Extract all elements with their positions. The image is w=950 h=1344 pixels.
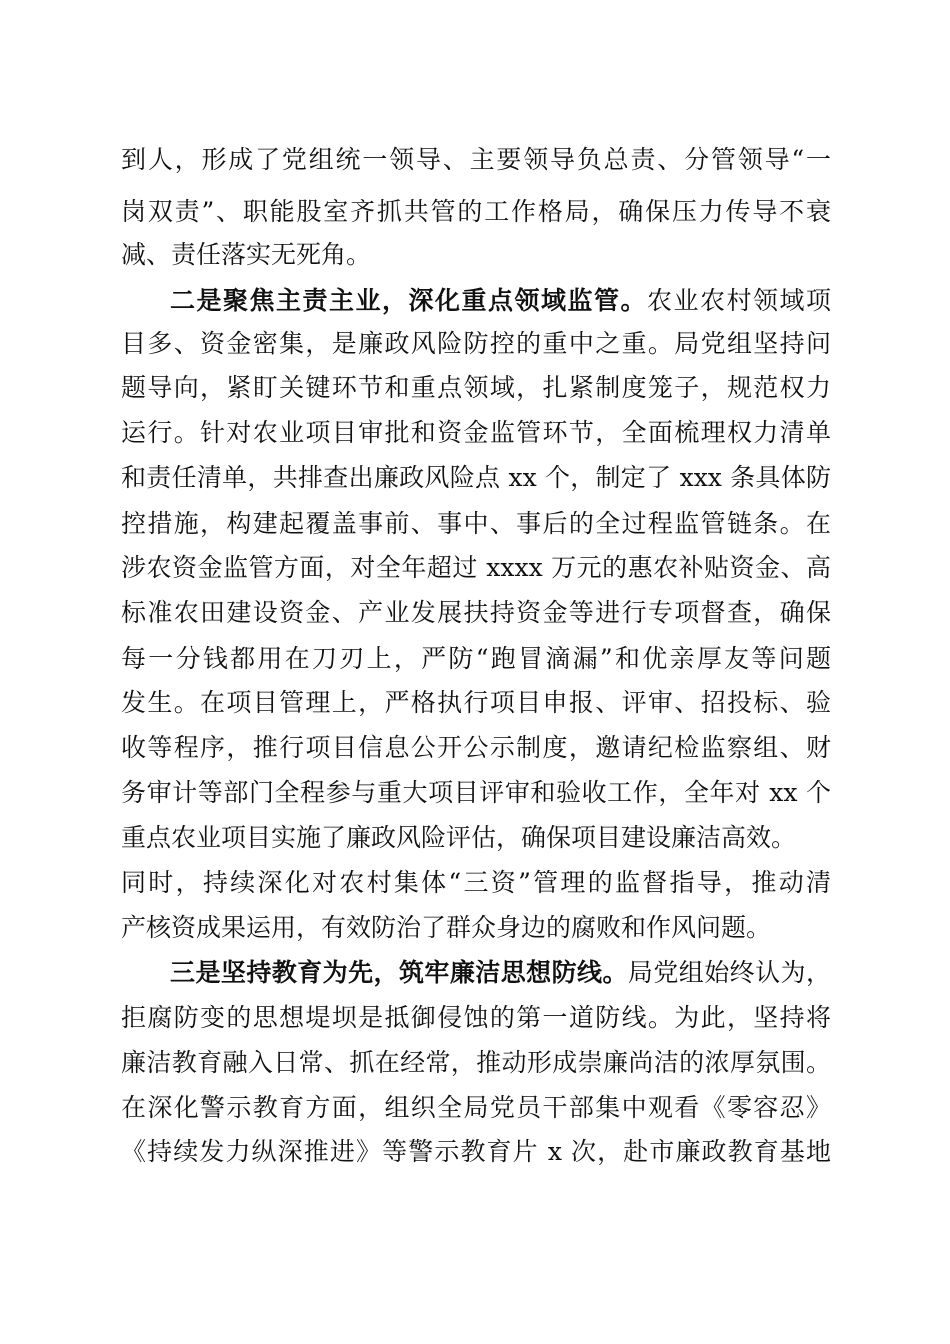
paragraph-heading: 二是聚焦主责主业，深化重点领域监管。 xyxy=(170,286,647,315)
text-line: 到人，形成了党组统一领导、主要领导负总责、分管领导“一 xyxy=(121,145,831,174)
text-line: 运行。针对农业项目审批和资金监管环节，全面梳理权力清单 xyxy=(121,418,831,447)
text-line: 题导向，紧盯关键环节和重点领域，扎紧制度笼子，规范权力 xyxy=(121,373,831,402)
paragraph-heading: 三是坚持教育为先，筑牢廉洁思想防线。 xyxy=(170,958,628,987)
paragraph-3-first-line xyxy=(170,960,831,985)
text-line: 产核资成果运用，有效防治了群众身边的腐败和作风问题。 xyxy=(121,913,772,942)
paragraph-2-first-line xyxy=(170,288,831,313)
text-line: 重点农业项目实施了廉政风险评估，确保项目建设廉洁高效。 xyxy=(121,823,797,852)
text-line: 《持续发力纵深推进》等警示教育片 x 次，赴市廉政教育基地 xyxy=(121,1137,831,1166)
text-line: 目多、资金密集，是廉政风险防控的重中之重。局党组坚持问 xyxy=(121,329,831,358)
text-line: 和责任清单，共排查出廉政风险点 xx 个，制定了 xxx 条具体防 xyxy=(121,463,831,492)
text-line: 涉农资金监管方面，对全年超过 xxxx 万元的惠农补贴资金、高 xyxy=(121,553,831,582)
text-line: 在深化警示教育方面，组织全局党员干部集中观看《零容忍》 xyxy=(121,1093,831,1122)
text-line: 每一分钱都用在刀刃上，严防“跑冒滴漏”和优亲厚友等问题 xyxy=(121,644,831,673)
text-line: 拒腐防变的思想堤坝是抵御侵蚀的第一道防线。为此，坚持将 xyxy=(121,1003,831,1032)
text-line: 收等程序，推行项目信息公开公示制度，邀请纪检监察组、财 xyxy=(121,733,831,762)
text-line: 发生。在项目管理上，严格执行项目申报、评审、招投标、验 xyxy=(121,688,831,717)
text-line: 控措施，构建起覆盖事前、事中、事后的全过程监管链条。在 xyxy=(121,509,831,538)
text-line: 务审计等部门全程参与重大项目评审和验收工作，全年对 xx 个 xyxy=(121,778,831,807)
paragraph-text: 局党组始终认为， xyxy=(627,958,831,987)
paragraph-text: 农业农村领域项 xyxy=(646,286,831,315)
text-line: 减、责任落实无死角。 xyxy=(121,240,372,269)
text-line: 同时，持续深化对农村集体“三资”管理的监督指导，推动清 xyxy=(121,868,831,897)
text-line: 标准农田建设资金、产业发展扶持资金等进行专项督查，确保 xyxy=(121,598,831,627)
text-line: 岗双责”、职能股室齐抓共管的工作格局，确保压力传导不衰 xyxy=(121,197,831,226)
text-line: 廉洁教育融入日常、抓在经常，推动形成崇廉尚洁的浓厚氛围。 xyxy=(121,1048,831,1077)
